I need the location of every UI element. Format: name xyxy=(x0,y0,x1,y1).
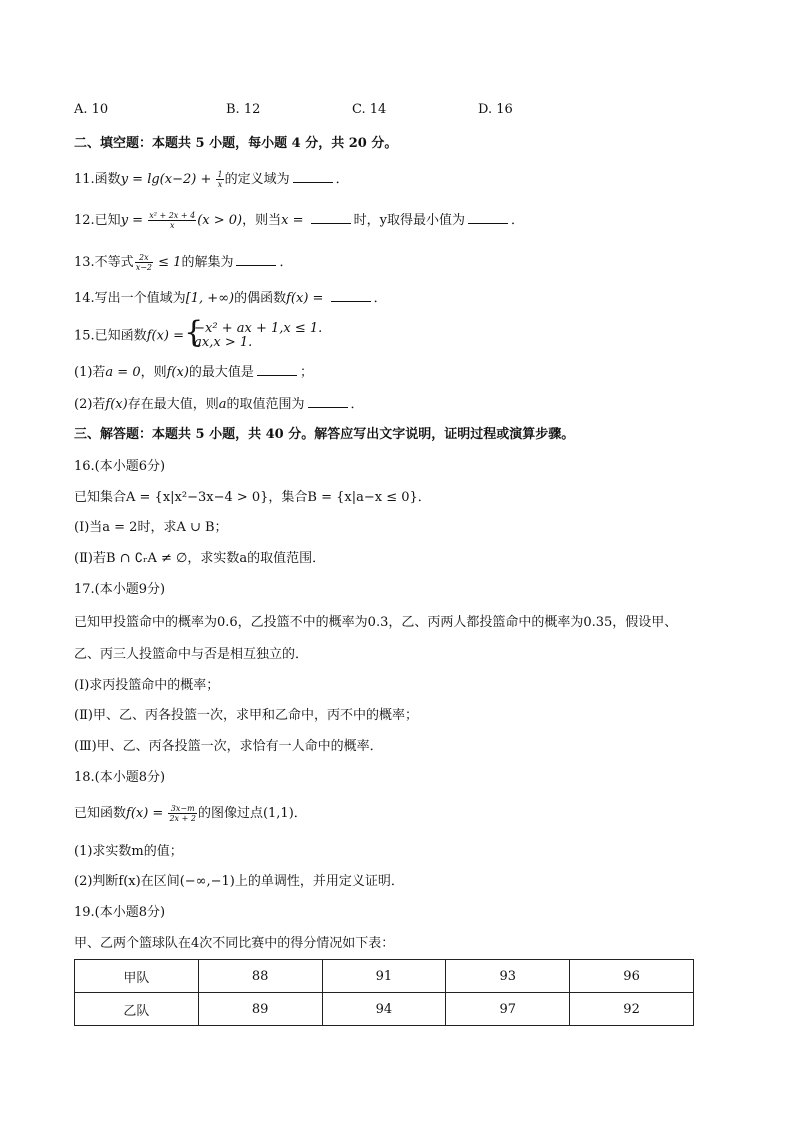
question-18-body: 已知函数f(x) = $\frac{3x-m}{2x + 2}$ 的图像过点(1,1)． xyxy=(74,804,307,823)
piecewise-cases: { −x² + ax + 1,x ≤ 1. ax,x > 1. xyxy=(188,322,322,350)
option-b: B. 12 xyxy=(226,102,261,117)
option-a: A. 10 xyxy=(74,102,109,117)
score-cell: 97 xyxy=(446,993,570,1026)
answer-blank xyxy=(331,289,371,302)
question-19-heading: 19.(本小题8分) xyxy=(74,905,166,920)
answer-blank xyxy=(311,211,351,224)
question-19-body: 甲、乙两个篮球队在4次不同比赛中的得分情况如下表： xyxy=(74,936,395,951)
question-15-part-2: (2)若f(x)存在最大值，则a的取值范围为 ． xyxy=(74,397,364,412)
option-d: D. 16 xyxy=(478,102,513,117)
question-17-body-line1: 已知甲投篮命中的概率为0.6，乙投篮不中的概率为0.3，乙、丙两人都投篮命中的概率为0.35，假设甲、 xyxy=(74,615,678,630)
question-16-part-2: (Ⅱ)若B ∩ ∁ᵣA ≠ ∅，求实数a的取值范围． xyxy=(74,551,326,566)
question-16-body: 已知集合A = {x|x²−3x−4 > 0}，集合B = {x|a−x ≤ 0}． xyxy=(74,490,431,505)
section3-title: 三、解答题：本题共 5 小题，共 40 分。解答应写出文字说明，证明过程或演算步骤。 xyxy=(74,427,575,442)
team-cell: 甲队 xyxy=(75,960,199,993)
answer-blank xyxy=(293,170,333,183)
question-18-part-2: (2)判断f(x)在区间(−∞,−1)上的单调性，并用定义证明． xyxy=(74,874,404,889)
question-16-part-1: (Ⅰ)当a = 2时，求A ∪ B； xyxy=(74,520,228,535)
question-17-part-3: (Ⅲ)甲、乙、丙各投篮一次，求恰有一人命中的概率． xyxy=(74,739,383,754)
score-cell: 89 xyxy=(198,993,322,1026)
question-17-body-line2: 乙、丙三人投篮命中与否是相互独立的． xyxy=(74,647,309,662)
question-13: 13.不等式 $\frac{2x}{x-2}$ ≤ 1的解集为 ． xyxy=(74,253,293,272)
score-cell: 91 xyxy=(322,960,446,993)
answer-blank xyxy=(257,363,297,376)
answer-blank xyxy=(308,395,348,408)
question-16-heading: 16.(本小题6分) xyxy=(74,459,166,474)
question-14: 14.写出一个值域为[1, +∞)的偶函数f(x) = ． xyxy=(74,291,387,306)
score-cell: 94 xyxy=(322,993,446,1026)
score-cell: 88 xyxy=(198,960,322,993)
answer-blank xyxy=(236,253,276,266)
answer-blank xyxy=(468,211,508,224)
score-cell: 92 xyxy=(570,993,694,1026)
question-15: 15.已知函数f(x) = { −x² + ax + 1,x ≤ 1. ax,x > 1. xyxy=(74,322,322,350)
score-cell: 96 xyxy=(570,960,694,993)
option-c: C. 14 xyxy=(352,102,387,117)
table-row xyxy=(75,960,694,993)
section2-title: 二、填空题：本题共 5 小题，每小题 4 分，共 20 分。 xyxy=(74,136,398,151)
question-15-part-1: (1)若a = 0，则f(x)的最大值是 ； xyxy=(74,365,313,380)
question-18-part-1: (1)求实数m的值； xyxy=(74,844,183,859)
question-17-part-1: (Ⅰ)求丙投篮命中的概率； xyxy=(74,678,220,693)
question-12: 12.已知y = $\frac{\text{x² + 2x + 4}}{x}$ (x > 0)，则当x = 时，y取得最小值为 ． xyxy=(74,211,524,230)
question-11: 11.函数y = lg(x−2) + $\frac{1}{x}$ 的定义域为 ． xyxy=(74,170,349,189)
question-17-part-2: (Ⅱ)甲、乙、丙各投篮一次，求甲和乙命中，丙不中的概率； xyxy=(74,708,418,723)
table-row xyxy=(75,993,694,1026)
score-table xyxy=(74,959,694,1026)
score-cell: 93 xyxy=(446,960,570,993)
team-cell: 乙队 xyxy=(75,993,199,1026)
question-18-heading: 18.(本小题8分) xyxy=(74,770,166,785)
question-17-heading: 17.(本小题9分) xyxy=(74,582,166,597)
